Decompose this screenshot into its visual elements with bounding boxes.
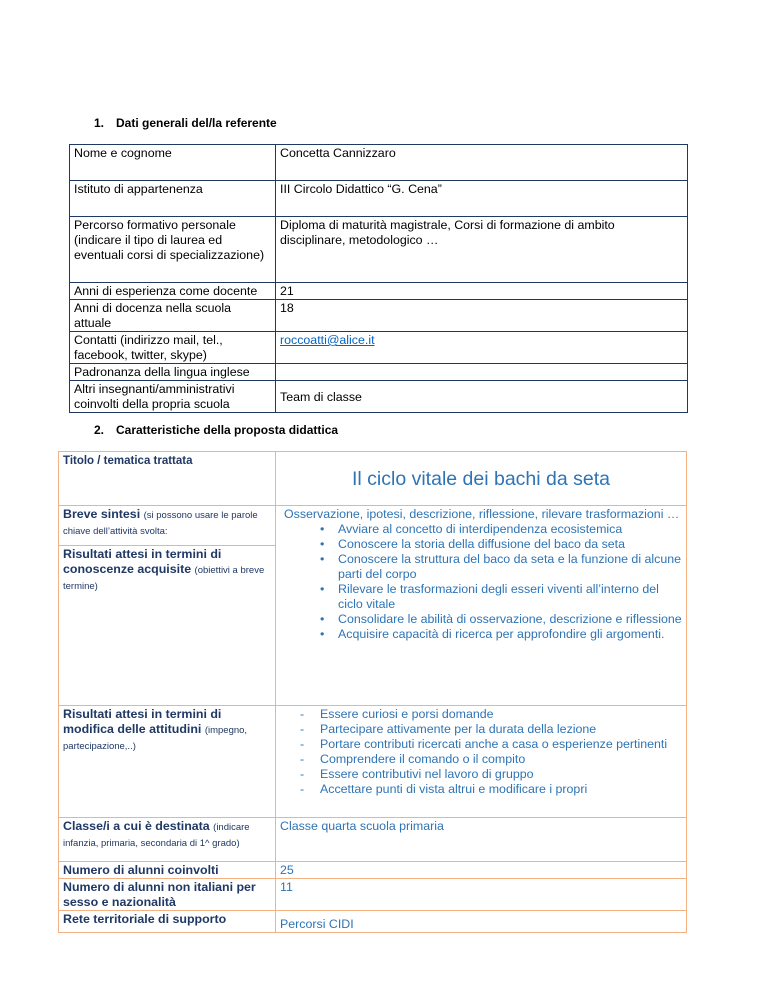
referente-table: [69, 144, 688, 413]
table-row: [70, 300, 688, 332]
row-value: Concetta Cannizzaro: [276, 145, 688, 181]
table-row: [59, 452, 687, 506]
list-item: • Conoscere la struttura del baco da seta e la funzione di alcune parti del corpo: [320, 552, 682, 582]
table-row: [70, 217, 688, 283]
row-label: Anni di esperienza come docente: [70, 283, 276, 300]
list-item: • Avviare al concetto di interdipendenza ecosistemica: [320, 522, 682, 537]
titolo-value: Il ciclo vitale dei bachi da seta: [352, 468, 610, 490]
list-item: - Accettare punti di vista altrui e modificare i propri: [300, 782, 682, 797]
list-item: • Rilevare le trasformazioni degli esseri viventi all’interno del ciclo vitale: [320, 582, 682, 612]
classe-note: (indicare infanzia, primaria, secondaria di 1^ grado): [63, 822, 250, 849]
table-row: [70, 381, 688, 413]
row-label: Anni di docenza nella scuola attuale: [70, 300, 276, 332]
row-label: Percorso formativo personale (indicare il tipo di laurea ed eventuali corsi di specializzazione): [70, 217, 276, 283]
conoscenze-list: [280, 522, 682, 642]
section-1-number: 1.: [94, 116, 105, 130]
row-value: 21: [276, 283, 688, 300]
row-label: Padronanza della lingua inglese: [70, 364, 276, 381]
table-row: [59, 879, 687, 911]
list-item: - Essere contributivi nel lavoro di gruppo: [300, 767, 682, 782]
row-label: Istituto di appartenenza: [70, 181, 276, 217]
list-item: - Partecipare attivamente per la durata della lezione: [300, 722, 682, 737]
row-value: Diploma di maturità magistrale, Corsi di formazione di ambito disciplinare, metodologico …: [276, 217, 688, 283]
alunni-value: 25: [276, 862, 687, 879]
table-row: [70, 332, 688, 364]
sintesi-value: Osservazione, ipotesi, descrizione, riflessione, rilevare trasformazioni …: [284, 507, 680, 521]
list-item: - Essere curiosi e porsi domande: [300, 707, 682, 722]
section-1-title: Dati generali del/la referente: [116, 116, 277, 130]
list-item: • Conoscere la storia della diffusione del baco da seta: [320, 537, 682, 552]
row-value: 18: [276, 300, 688, 332]
table-row: [59, 818, 687, 862]
stranieri-value: 11: [276, 879, 687, 911]
conoscenze-label: Risultati attesi in termini di conoscenze acquisite: [63, 547, 222, 576]
classe-value: Classe quarta scuola primaria: [276, 818, 687, 862]
row-value: Team di classe: [276, 381, 688, 413]
section-2-number: 2.: [94, 423, 105, 437]
table-row: [59, 506, 687, 546]
row-label: Altri insegnanti/amministrativi coinvolti della propria scuola: [70, 381, 276, 413]
table-row: [59, 862, 687, 879]
row-label: Nome e cognome: [70, 145, 276, 181]
attitudini-label: Risultati attesi in termini di modifica delle attitudini: [63, 707, 222, 736]
alunni-label: Numero di alunni coinvolti: [63, 863, 219, 877]
list-item: • Acquisire capacità di ricerca per approfondire gli argomenti.: [320, 627, 682, 642]
table-row: [70, 181, 688, 217]
table-row: [59, 706, 687, 818]
list-item: - Comprendere il comando o il compito: [300, 752, 682, 767]
table-row: [70, 145, 688, 181]
section-2-title: Caratteristiche della proposta didattica: [116, 423, 339, 437]
email-link[interactable]: roccoatti@alice.it: [280, 333, 375, 347]
row-label: Contatti (indirizzo mail, tel., facebook, twitter, skype): [70, 332, 276, 364]
row-value: [276, 332, 688, 364]
attitudini-list: [280, 707, 682, 797]
sintesi-note: (si possono usare le parole chiave dell’attività svolta:: [63, 510, 258, 537]
rete-label: Rete territoriale di supporto: [63, 912, 227, 926]
list-item: • Consolidare le abilità di osservazione, descrizione e riflessione: [320, 612, 682, 627]
stranieri-label: Numero di alunni non italiani per sesso e nazionalità: [63, 880, 256, 909]
row-value: III Circolo Didattico “G. Cena”: [276, 181, 688, 217]
table-row: [70, 364, 688, 381]
section-2-heading: [94, 423, 338, 437]
list-item: - Portare contributi ricercati anche a casa o esperienze pertinenti: [300, 737, 682, 752]
classe-label: Classe/i a cui è destinata: [63, 819, 210, 833]
section-1-heading: [94, 116, 277, 130]
rete-value: Percorsi CIDI: [276, 911, 687, 933]
conoscenze-note: (obiettivi a breve termine): [63, 565, 265, 592]
sintesi-label: Breve sintesi: [63, 507, 141, 521]
titolo-label: Titolo / tematica trattata: [63, 455, 193, 467]
proposta-table: [58, 451, 687, 933]
attitudini-note: (impegno, partecipazione,..): [63, 725, 248, 752]
table-row: [70, 283, 688, 300]
table-row: [59, 911, 687, 933]
row-value: [276, 364, 688, 381]
